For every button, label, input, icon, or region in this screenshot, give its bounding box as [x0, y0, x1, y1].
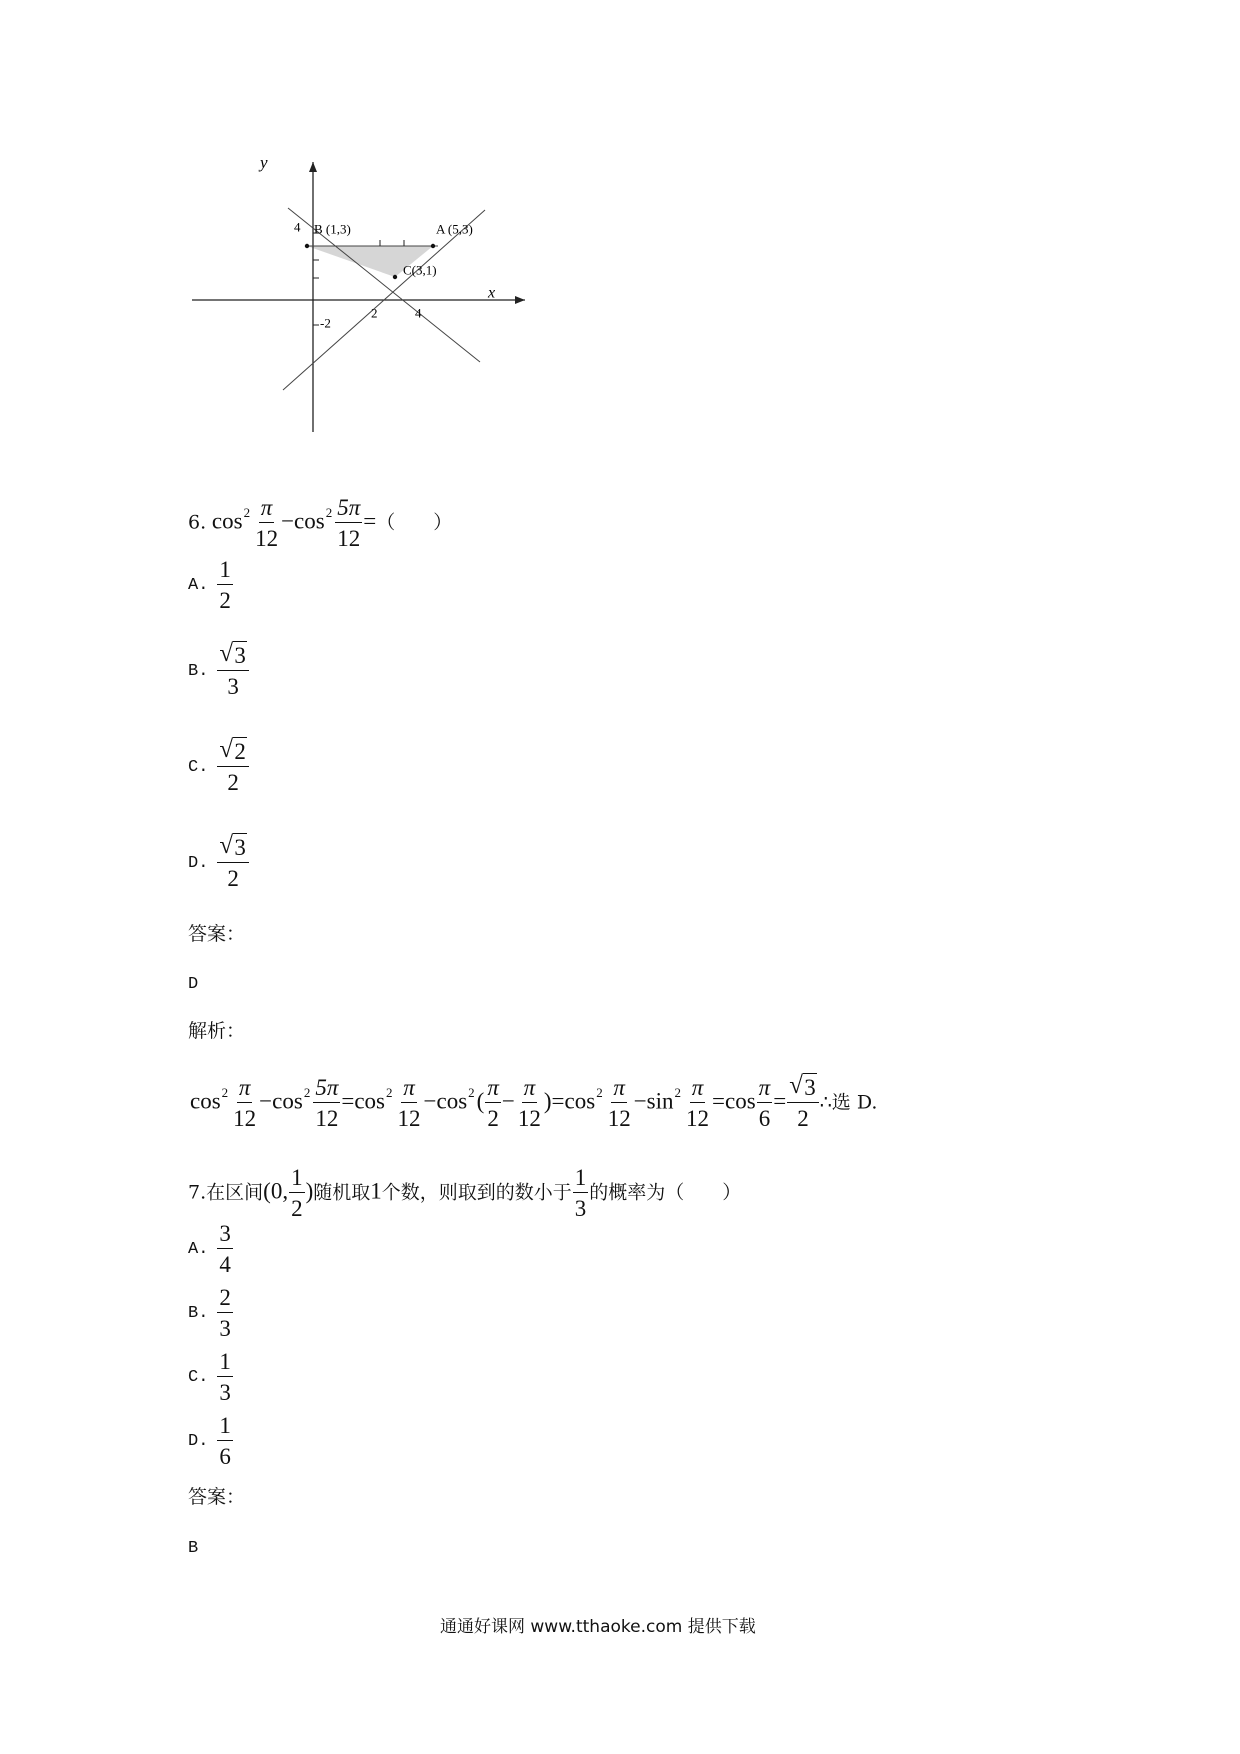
question-6: [188, 496, 452, 550]
equals-sign: =: [363, 508, 377, 534]
q7-option-d: D. $\frac{1}{6}$: [188, 1413, 231, 1469]
label-point-b: B (1,3): [314, 221, 351, 237]
answer-blank: （ ）: [376, 511, 453, 534]
q6-option-c: C. √ 2 2: [188, 740, 250, 794]
q6-option-a: A. $\frac{1}{2}$: [188, 557, 231, 613]
point-b: [305, 244, 309, 248]
label-point-c: C(3,1): [403, 262, 437, 278]
answer-label: 答案：: [188, 923, 246, 945]
cos-text: cos: [294, 508, 325, 534]
exponent: 2: [243, 505, 251, 521]
label-point-a: A (5,3): [436, 221, 473, 237]
q7-option-c: C. $\frac{1}{3}$: [188, 1349, 231, 1405]
feasible-region-graph: [180, 150, 540, 440]
x-axis-label: x: [488, 284, 496, 302]
question-number: 6.: [188, 511, 207, 534]
footer-watermark: 通通好课网 www.tthaoke.com 提供下载: [440, 1617, 756, 1637]
sqrt-icon: √: [789, 1072, 803, 1099]
point-a: [431, 244, 435, 248]
fraction: $\frac{5\pi}{12}$: [337, 495, 361, 551]
y-axis-label: y: [260, 153, 268, 172]
sqrt-icon: √: [219, 640, 234, 667]
exponent: 2: [325, 505, 333, 521]
answer-label: 答案：: [188, 1486, 246, 1508]
fraction: $\frac{\pi}{12}$: [255, 495, 279, 551]
y-tick-label-neg2: -2: [320, 315, 331, 331]
q6-option-d: D. √ 3 2: [188, 836, 250, 890]
answer-value: B: [188, 1539, 199, 1558]
q6-option-b: B. √ 3 3: [188, 644, 250, 698]
point-c: [393, 275, 397, 279]
q7-option-a: A. $\frac{3}{4}$: [188, 1221, 231, 1277]
x-tick-label-2: 2: [371, 305, 378, 321]
y-axis-arrow: [309, 162, 317, 172]
question-7: 7.在区间(0, $\frac{1}{2}$ )随机取1个数，则取到的数小于 $\frac{1}{3}$ 的概率为（ ）: [188, 1165, 742, 1221]
x-tick-label-4: 4: [415, 305, 422, 321]
q7-option-b: B. $\frac{2}{3}$: [188, 1285, 231, 1341]
x-axis-arrow: [515, 296, 525, 304]
sqrt-icon: √: [219, 832, 234, 859]
question-number: 7.: [188, 1181, 207, 1204]
analysis-conclusion: ∴选 D.: [819, 1091, 878, 1114]
cos-text: cos: [211, 508, 243, 534]
y-tick-label-4: 4: [294, 219, 301, 235]
sqrt-icon: √: [219, 736, 234, 763]
analysis-label: 解析：: [188, 1020, 246, 1042]
minus-sign: −: [281, 508, 295, 534]
answer-value: D: [188, 975, 199, 994]
analysis-equation: $\cos^2$ $\frac{\pi}{12}$ $-\cos^2$ $\frac{5\pi}{12}$ $=\cos^2$ $\frac{\pi}{12}$ $-\cos^2$( $\frac{\pi}{2}$ − $\frac{\pi}{12}$ )$=\cos^2$ $\frac{\pi}{12}$ $-\sin^2$ $\frac{\pi}{12}$ =cos $\frac{\pi}{6}$ = √ 3 2 ∴选 D.: [190, 1072, 878, 1131]
